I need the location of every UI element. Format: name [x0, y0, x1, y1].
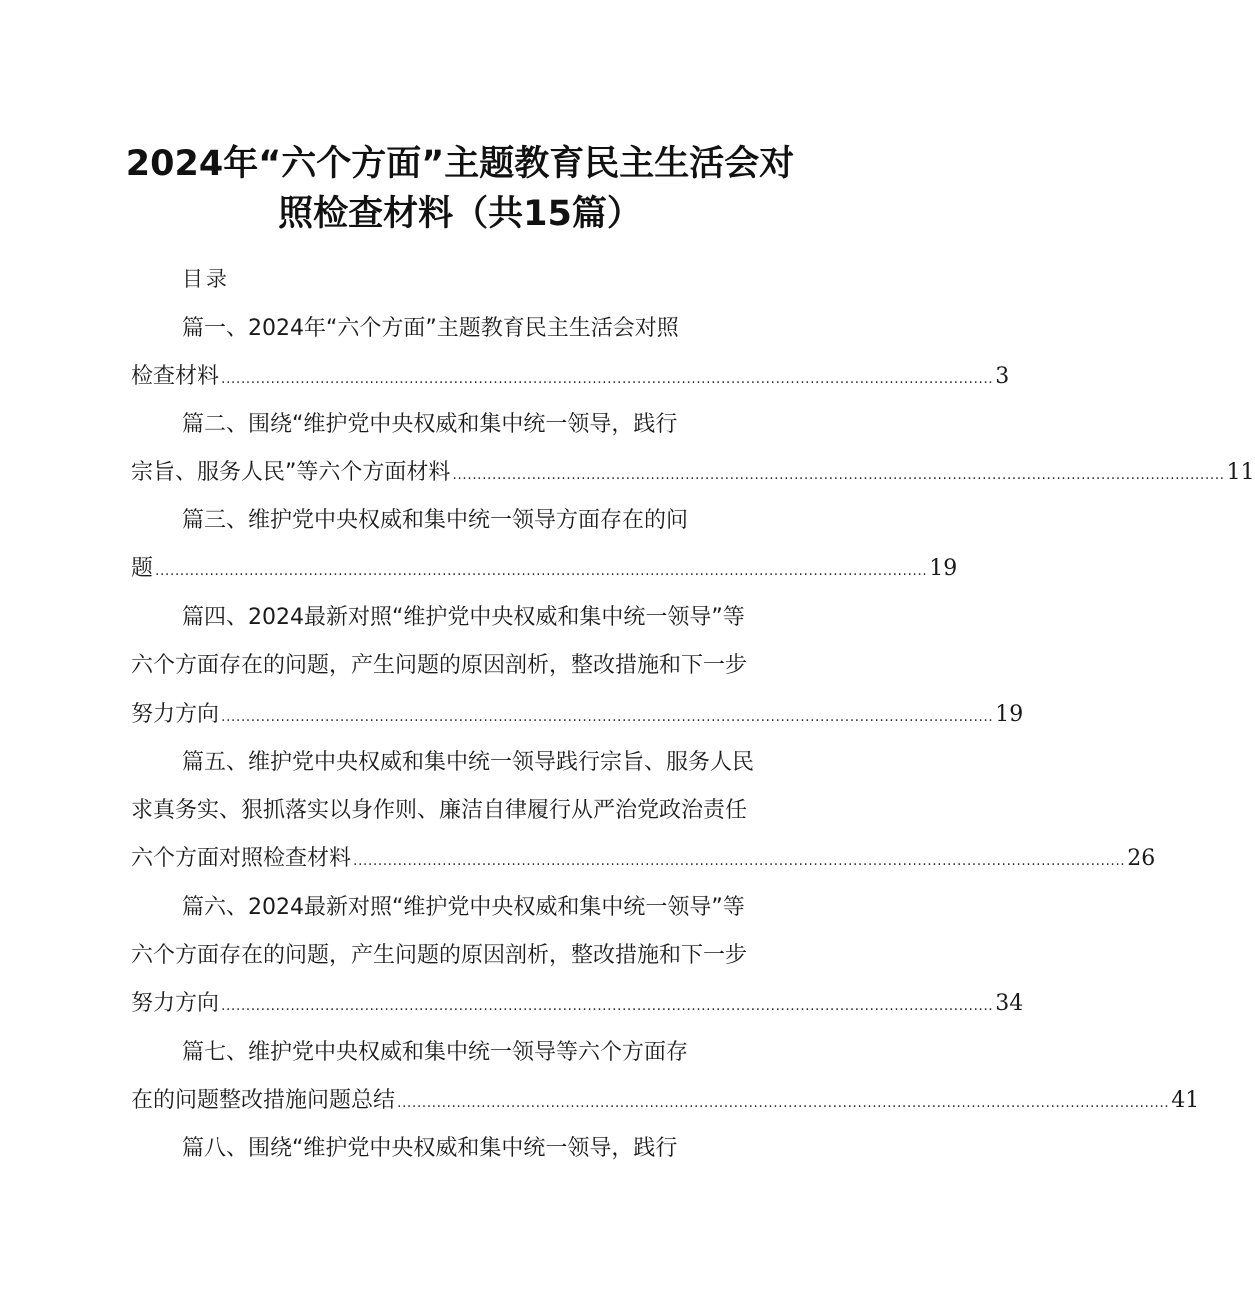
- toc-entry-text: 篇五、维护党中央权威和集中统一领导践行宗旨、服务人民: [182, 750, 755, 775]
- toc-entry-text: 宗旨、服务人民”等六个方面材料: [131, 460, 451, 485]
- toc-entry-last-line: [131, 986, 1024, 1024]
- toc-entry-text: 六个方面存在的问题，产生问题的原因剖析，整改措施和下一步: [131, 943, 748, 968]
- toc-entry-text: 篇八、围绕“维护党中央权威和集中统一领导，践行: [182, 1136, 678, 1161]
- toc-entry-text: 努力方向: [131, 991, 220, 1016]
- toc-entry-text: 篇三、维护党中央权威和集中统一领导方面存在的问: [182, 508, 689, 533]
- toc-leader-dots: ............................................................................................................................................................: [221, 371, 994, 387]
- toc-entry-text: 努力方向: [131, 702, 220, 727]
- toc-entry-text: 六个方面存在的问题，产生问题的原因剖析，整改措施和下一步: [131, 653, 748, 678]
- toc-leader-dots: ............................................................................................................................................................: [221, 998, 994, 1014]
- toc-entry-last-line: [131, 455, 1255, 493]
- toc-leader-dots: ............................................................................................................................................................: [452, 467, 1225, 483]
- toc-entry-text: 题: [131, 556, 154, 581]
- toc-entry-last-line: [131, 841, 1156, 879]
- toc-entry-text: 篇四、2024最新对照“维护党中央权威和集中统一领导”等: [182, 605, 745, 630]
- toc-page-number: 3: [995, 364, 1010, 389]
- toc-page-number: 11: [1226, 460, 1255, 485]
- toc-entry-text: 检查材料: [131, 364, 220, 389]
- toc-leader-dots: ............................................................................................................................................................: [397, 1095, 1170, 1111]
- toc-page-number: 19: [929, 556, 958, 581]
- toc-page-number: 19: [995, 702, 1024, 727]
- toc-entry-text: 篇七、维护党中央权威和集中统一领导等六个方面存: [182, 1040, 689, 1065]
- toc-entry-text: 篇六、2024最新对照“维护党中央权威和集中统一领导”等: [182, 895, 745, 920]
- document-title-line-2: 照检查材料（共15篇）: [278, 194, 642, 234]
- toc-entry-last-line: [131, 359, 1010, 397]
- toc-entry-text: 在的问题整改措施问题总结: [131, 1088, 396, 1113]
- document-title-line-1: 2024年“六个方面”主题教育民主生活会对: [125, 144, 795, 184]
- toc-page-number: 34: [995, 991, 1024, 1016]
- toc-entry-text: 六个方面对照检查材料: [131, 846, 352, 871]
- toc-page-number: 41: [1171, 1088, 1200, 1113]
- toc-entry-text: 求真务实、狠抓落实以身作则、廉洁自律履行从严治党政治责任: [131, 798, 748, 823]
- toc-page-number: 26: [1127, 846, 1156, 871]
- toc-entry-text: 篇一、2024年“六个方面”主题教育民主生活会对照: [182, 316, 679, 341]
- toc-entry-last-line: [131, 551, 958, 589]
- toc-entry-last-line: [131, 697, 1024, 735]
- toc-entry-text: 篇二、围绕“维护党中央权威和集中统一领导，践行: [182, 412, 678, 437]
- toc-leader-dots: ............................................................................................................................................................: [221, 709, 994, 725]
- toc-leader-dots: ............................................................................................................................................................: [353, 853, 1126, 869]
- toc-entry-last-line: [131, 1083, 1200, 1121]
- toc-heading: 目录: [182, 267, 230, 291]
- toc-leader-dots: ............................................................................................................................................................: [155, 563, 928, 579]
